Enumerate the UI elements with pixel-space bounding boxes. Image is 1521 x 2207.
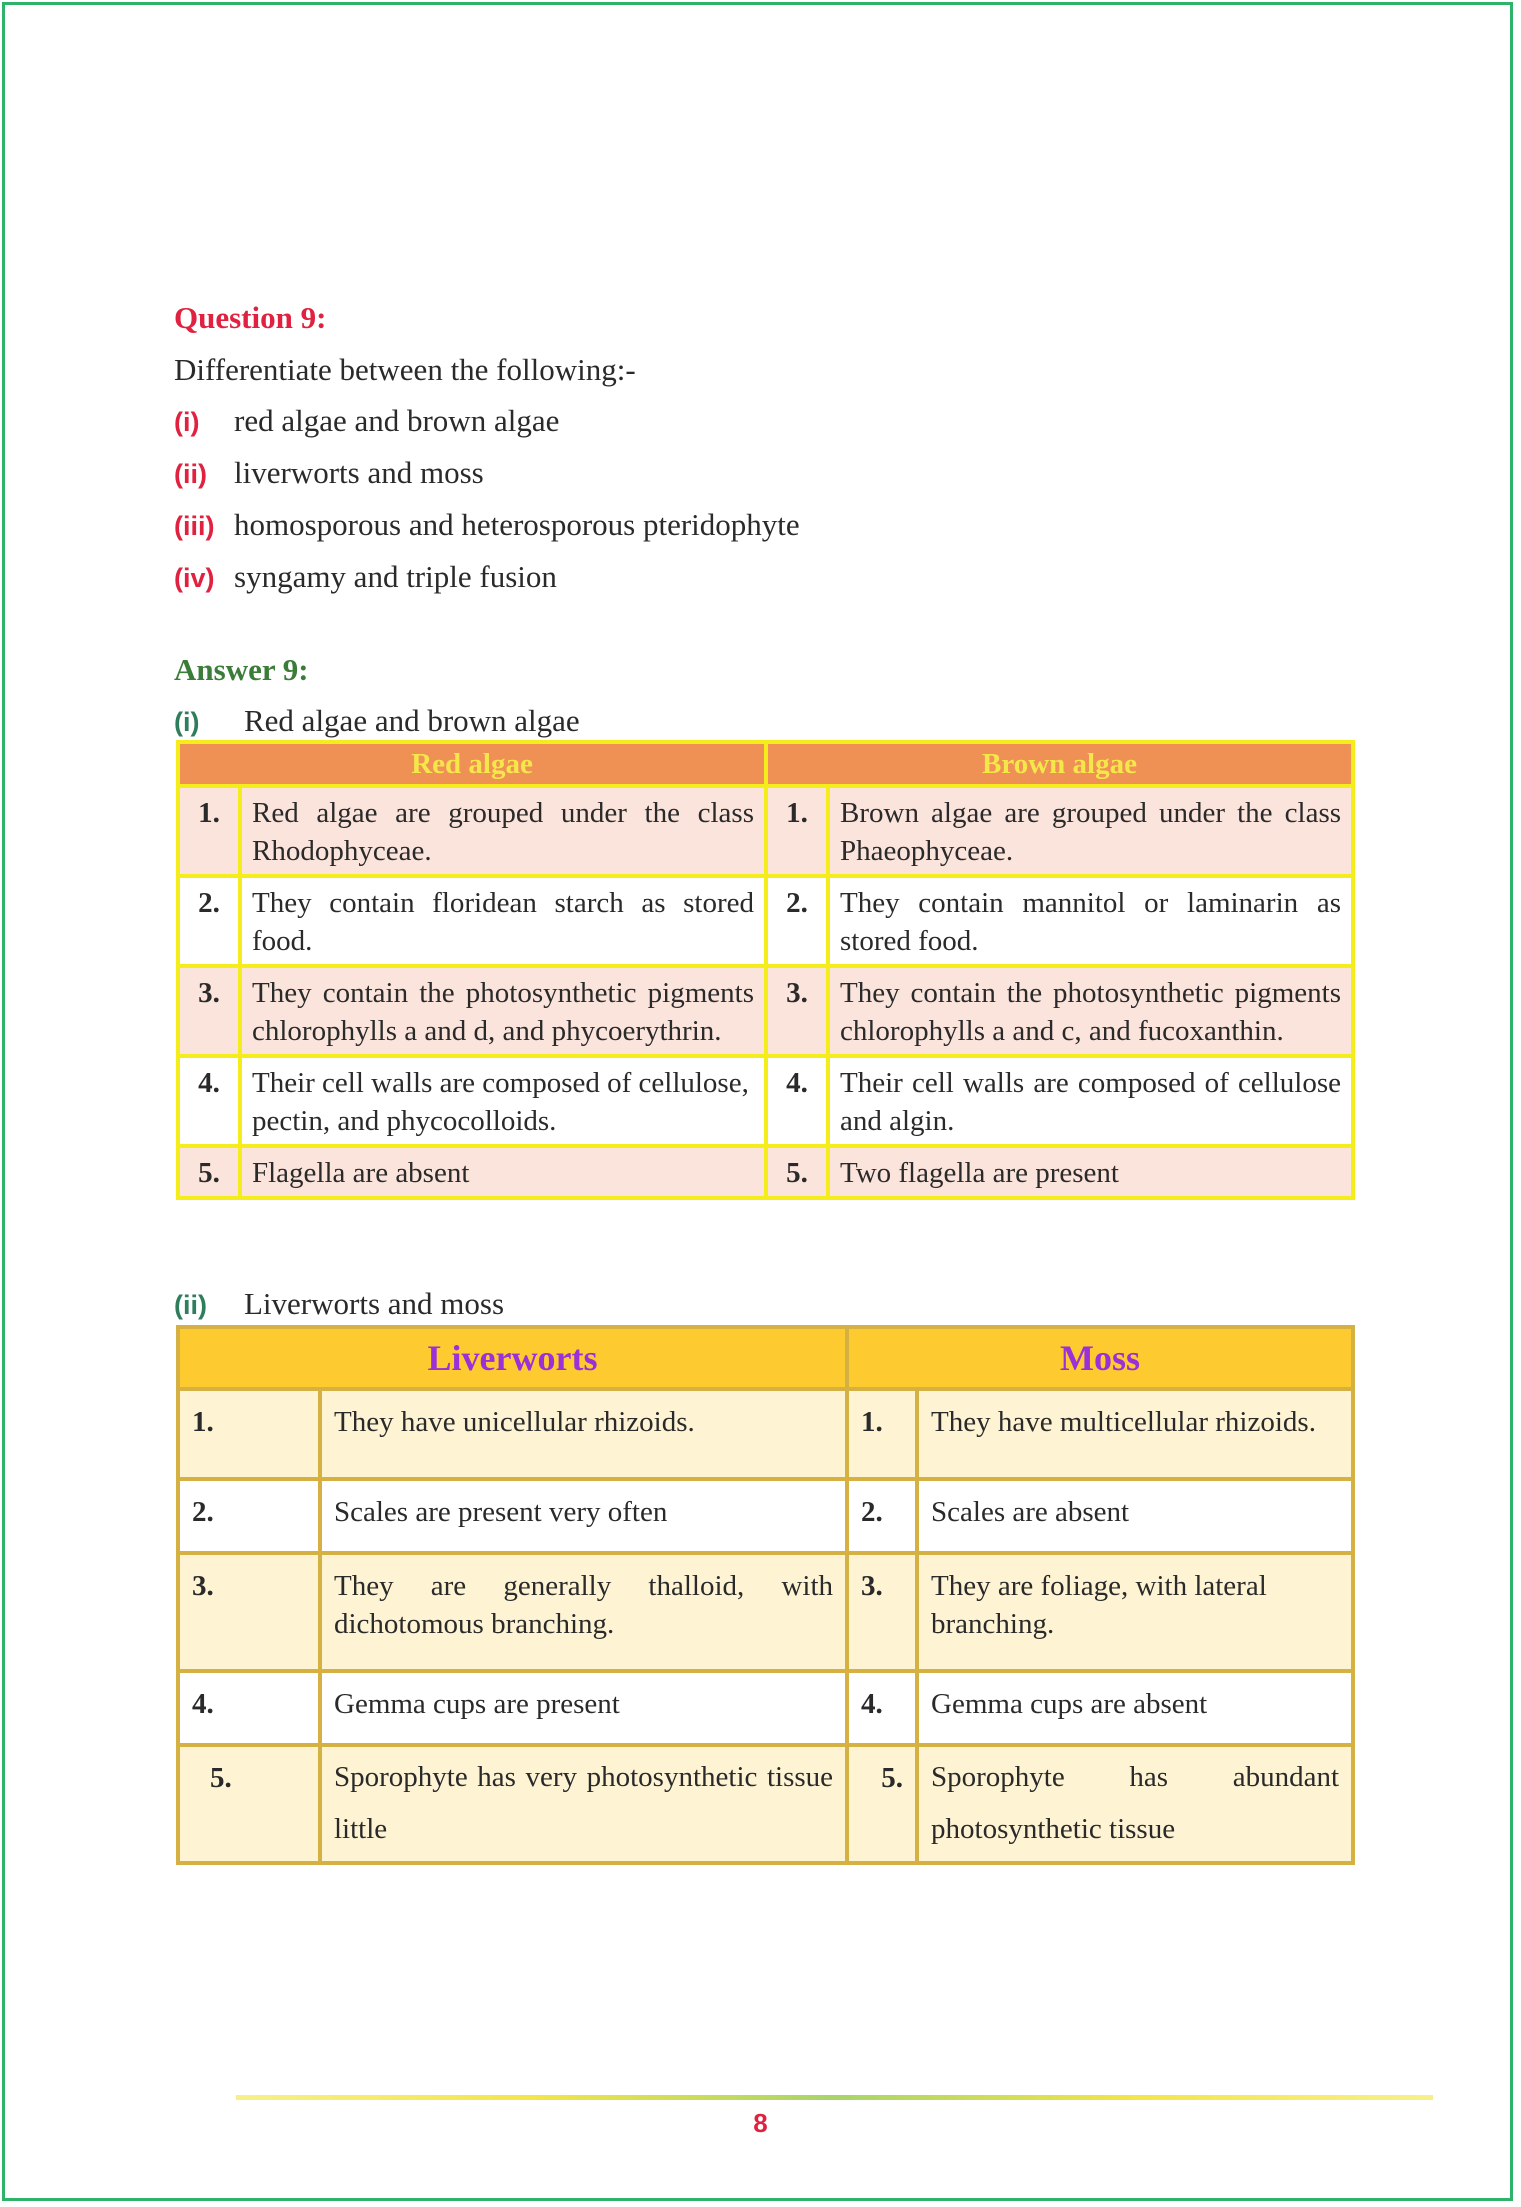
red-algae-cell: Red algae are grouped under the class Rhodophyceae. (240, 786, 766, 876)
row-number: 2. (178, 876, 240, 966)
part1-title: Red algae and brown algae (244, 703, 580, 738)
row-number: 3. (847, 1553, 917, 1671)
question-item (174, 559, 800, 611)
question-heading: Question 9: (174, 300, 327, 335)
header-moss: Moss (847, 1327, 1353, 1389)
item-number: (i) (174, 407, 200, 437)
red-algae-cell: Their cell walls are composed of cellulose, pectin, and phycocolloids. (240, 1056, 766, 1146)
brown-algae-cell: They contain the photosynthetic pigments chlorophylls a and c, and fucoxanthin. (828, 966, 1353, 1056)
table-row (178, 1553, 1353, 1671)
page-number: 8 (753, 2108, 768, 2138)
header-red-algae: Red algae (178, 742, 766, 786)
row-number: 5. (178, 1146, 240, 1198)
part1-number: (i) (174, 707, 200, 737)
moss-cell: Gemma cups are absent (917, 1671, 1353, 1745)
liverworts-cell: They are generally thalloid, with dichotomous branching. (320, 1553, 847, 1671)
question-list (174, 403, 800, 611)
answer-heading: Answer 9: (174, 652, 309, 687)
row-number: 1. (766, 786, 828, 876)
row-number: 1. (178, 786, 240, 876)
table-row (178, 1745, 1353, 1863)
table-row (178, 1671, 1353, 1745)
brown-algae-cell: Brown algae are grouped under the class Phaeophyceae. (828, 786, 1353, 876)
row-number: 1. (178, 1389, 320, 1479)
row-number: 1. (847, 1389, 917, 1479)
question-item (174, 455, 800, 507)
table-row (178, 876, 1353, 966)
row-number: 5. (178, 1745, 320, 1863)
row-number: 3. (178, 1553, 320, 1671)
liverworts-cell: They have unicellular rhizoids. (320, 1389, 847, 1479)
brown-algae-cell: They contain mannitol or laminarin as stored food. (828, 876, 1353, 966)
table-row (178, 1056, 1353, 1146)
liverworts-cell: Sporophyte has very photosynthetic tissue little (320, 1745, 847, 1863)
liverworts-moss-table (176, 1325, 1355, 1865)
row-number: 5. (766, 1146, 828, 1198)
row-number: 5. (847, 1745, 917, 1863)
table-row (178, 966, 1353, 1056)
item-text: homosporous and heterosporous pteridophyte (234, 507, 800, 542)
question-item (174, 507, 800, 559)
table-row (178, 1146, 1353, 1198)
header-brown-algae: Brown algae (766, 742, 1353, 786)
row-number: 3. (178, 966, 240, 1056)
brown-algae-cell: Their cell walls are composed of cellulose and algin. (828, 1056, 1353, 1146)
table-row (178, 1479, 1353, 1553)
red-algae-cell: They contain floridean starch as stored food. (240, 876, 766, 966)
row-number: 2. (847, 1479, 917, 1553)
moss-cell: Scales are absent (917, 1479, 1353, 1553)
moss-cell: Sporophyte has abundant photosynthetic tissue (917, 1745, 1353, 1863)
question-intro: Differentiate between the following:- (174, 352, 636, 387)
brown-algae-cell: Two flagella are present (828, 1146, 1353, 1198)
item-number: (iii) (174, 511, 215, 541)
red-algae-cell: Flagella are absent (240, 1146, 766, 1198)
table-row (178, 786, 1353, 876)
moss-cell: They are foliage, with lateral branching. (917, 1553, 1353, 1671)
question-item (174, 403, 800, 455)
row-number: 4. (178, 1056, 240, 1146)
part2-number: (ii) (174, 1290, 207, 1320)
item-number: (ii) (174, 459, 207, 489)
liverworts-cell: Scales are present very often (320, 1479, 847, 1553)
red-brown-algae-table (176, 740, 1355, 1200)
part2-heading (174, 1286, 504, 1322)
row-number: 2. (178, 1479, 320, 1553)
table-row (178, 1389, 1353, 1479)
header-liverworts: Liverworts (178, 1327, 847, 1389)
part1-heading (174, 703, 580, 739)
row-number: 3. (766, 966, 828, 1056)
item-text: liverworts and moss (234, 455, 484, 490)
row-number: 4. (178, 1671, 320, 1745)
liverworts-cell: Gemma cups are present (320, 1671, 847, 1745)
row-number: 4. (847, 1671, 917, 1745)
item-number: (iv) (174, 563, 215, 593)
item-text: syngamy and triple fusion (234, 559, 557, 594)
moss-cell: They have multicellular rhizoids. (917, 1389, 1353, 1479)
row-number: 4. (766, 1056, 828, 1146)
part2-title: Liverworts and moss (244, 1286, 505, 1321)
red-algae-cell: They contain the photosynthetic pigments chlorophylls a and d, and phycoerythrin. (240, 966, 766, 1056)
footer-divider (236, 2095, 1433, 2100)
item-text: red algae and brown algae (234, 403, 560, 438)
row-number: 2. (766, 876, 828, 966)
